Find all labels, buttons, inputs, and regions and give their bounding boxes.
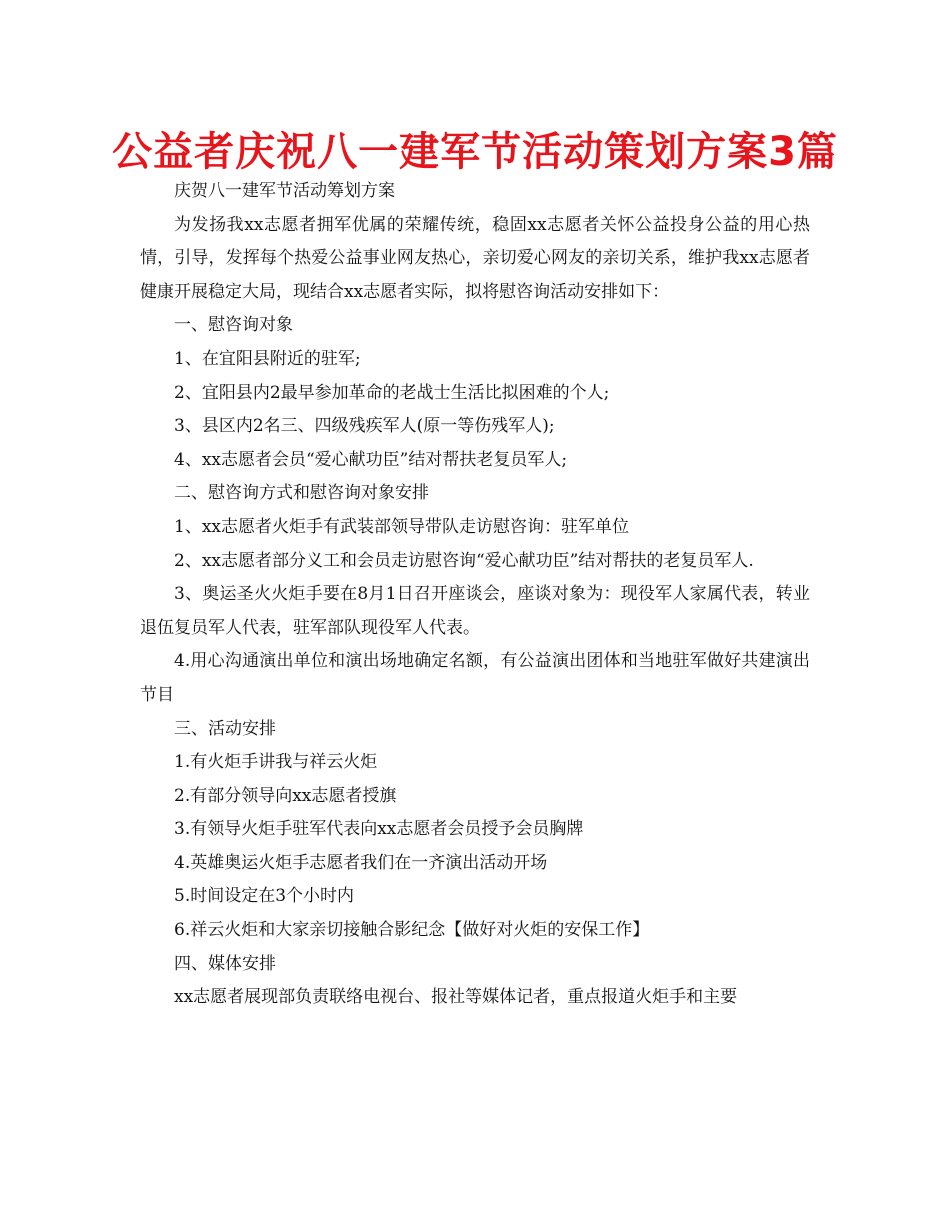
section-heading-3: 三、活动安排 bbox=[174, 718, 276, 739]
list-item: 4、xx志愿者会员“爱心献功臣”结对帮扶老复员军人; bbox=[174, 449, 568, 470]
subtitle-paragraph: 庆贺八一建军节活动筹划方案 bbox=[174, 181, 395, 201]
list-item: 3.有领导火炬手驻军代表向xx志愿者会员授予会员胸牌 bbox=[174, 819, 584, 840]
document-body bbox=[140, 175, 810, 1015]
section-heading-1: 一、慰咨询对象 bbox=[174, 315, 293, 336]
list-item: 2、xx志愿者部分义工和会员走访慰咨询“爱心献功臣”结对帮扶的老复员军人. bbox=[174, 550, 754, 571]
list-item: 3、奥运圣火火炬手要在8月1日召开座谈会，座谈对象为：现役军人家属代表，转业退伍复员军人代表，驻军部队现役军人代表。 bbox=[140, 584, 810, 638]
list-item: 6.祥云火炬和大家亲切接触合影纪念【做好对火炬的安保工作】 bbox=[174, 920, 650, 941]
section-heading-4: 四、媒体安排 bbox=[174, 953, 276, 974]
list-item: 4.英雄奥运火炬手志愿者我们在一齐演出活动开场 bbox=[174, 852, 548, 873]
list-item: 1、xx志愿者火炬手有武装部领导带队走访慰咨询：驻军单位 bbox=[174, 516, 629, 537]
document-title: 公益者庆祝八一建军节活动策划方案3篇 bbox=[112, 129, 838, 175]
list-item: 2、宜阳县内2最早参加革命的老战士生活比拟困难的个人; bbox=[174, 382, 610, 403]
list-item: 1.有火炬手讲我与祥云火炬 bbox=[174, 752, 378, 773]
list-item: 3、县区内2名三、四级残疾军人(原一等伤残军人); bbox=[174, 416, 555, 437]
list-item: 2.有部分领导向xx志愿者授旗 bbox=[174, 785, 397, 806]
media-paragraph: xx志愿者展现部负责联络电视台、报社等媒体记者，重点报道火炬手和主要 bbox=[174, 987, 738, 1008]
section-heading-2: 二、慰咨询方式和慰咨询对象安排 bbox=[174, 483, 429, 504]
list-item: 4.用心沟通演出单位和演出场地确定名额，有公益演出团体和当地驻军做好共建演出节目 bbox=[140, 651, 810, 705]
list-item: 1、在宜阳县附近的驻军; bbox=[174, 348, 361, 369]
list-item: 5.时间设定在3个小时内 bbox=[174, 886, 355, 907]
intro-paragraph: 为发扬我xx志愿者拥军优属的荣耀传统，稳固xx志愿者关怀公益投身公益的用心热情，引导，发挥每个热爱公益事业网友热心，亲切爱心网友的亲切关系，维护我xx志愿者健康开展稳定大局，现结合xx志愿者实际，拟将慰咨询活动安排如下： bbox=[140, 214, 810, 302]
